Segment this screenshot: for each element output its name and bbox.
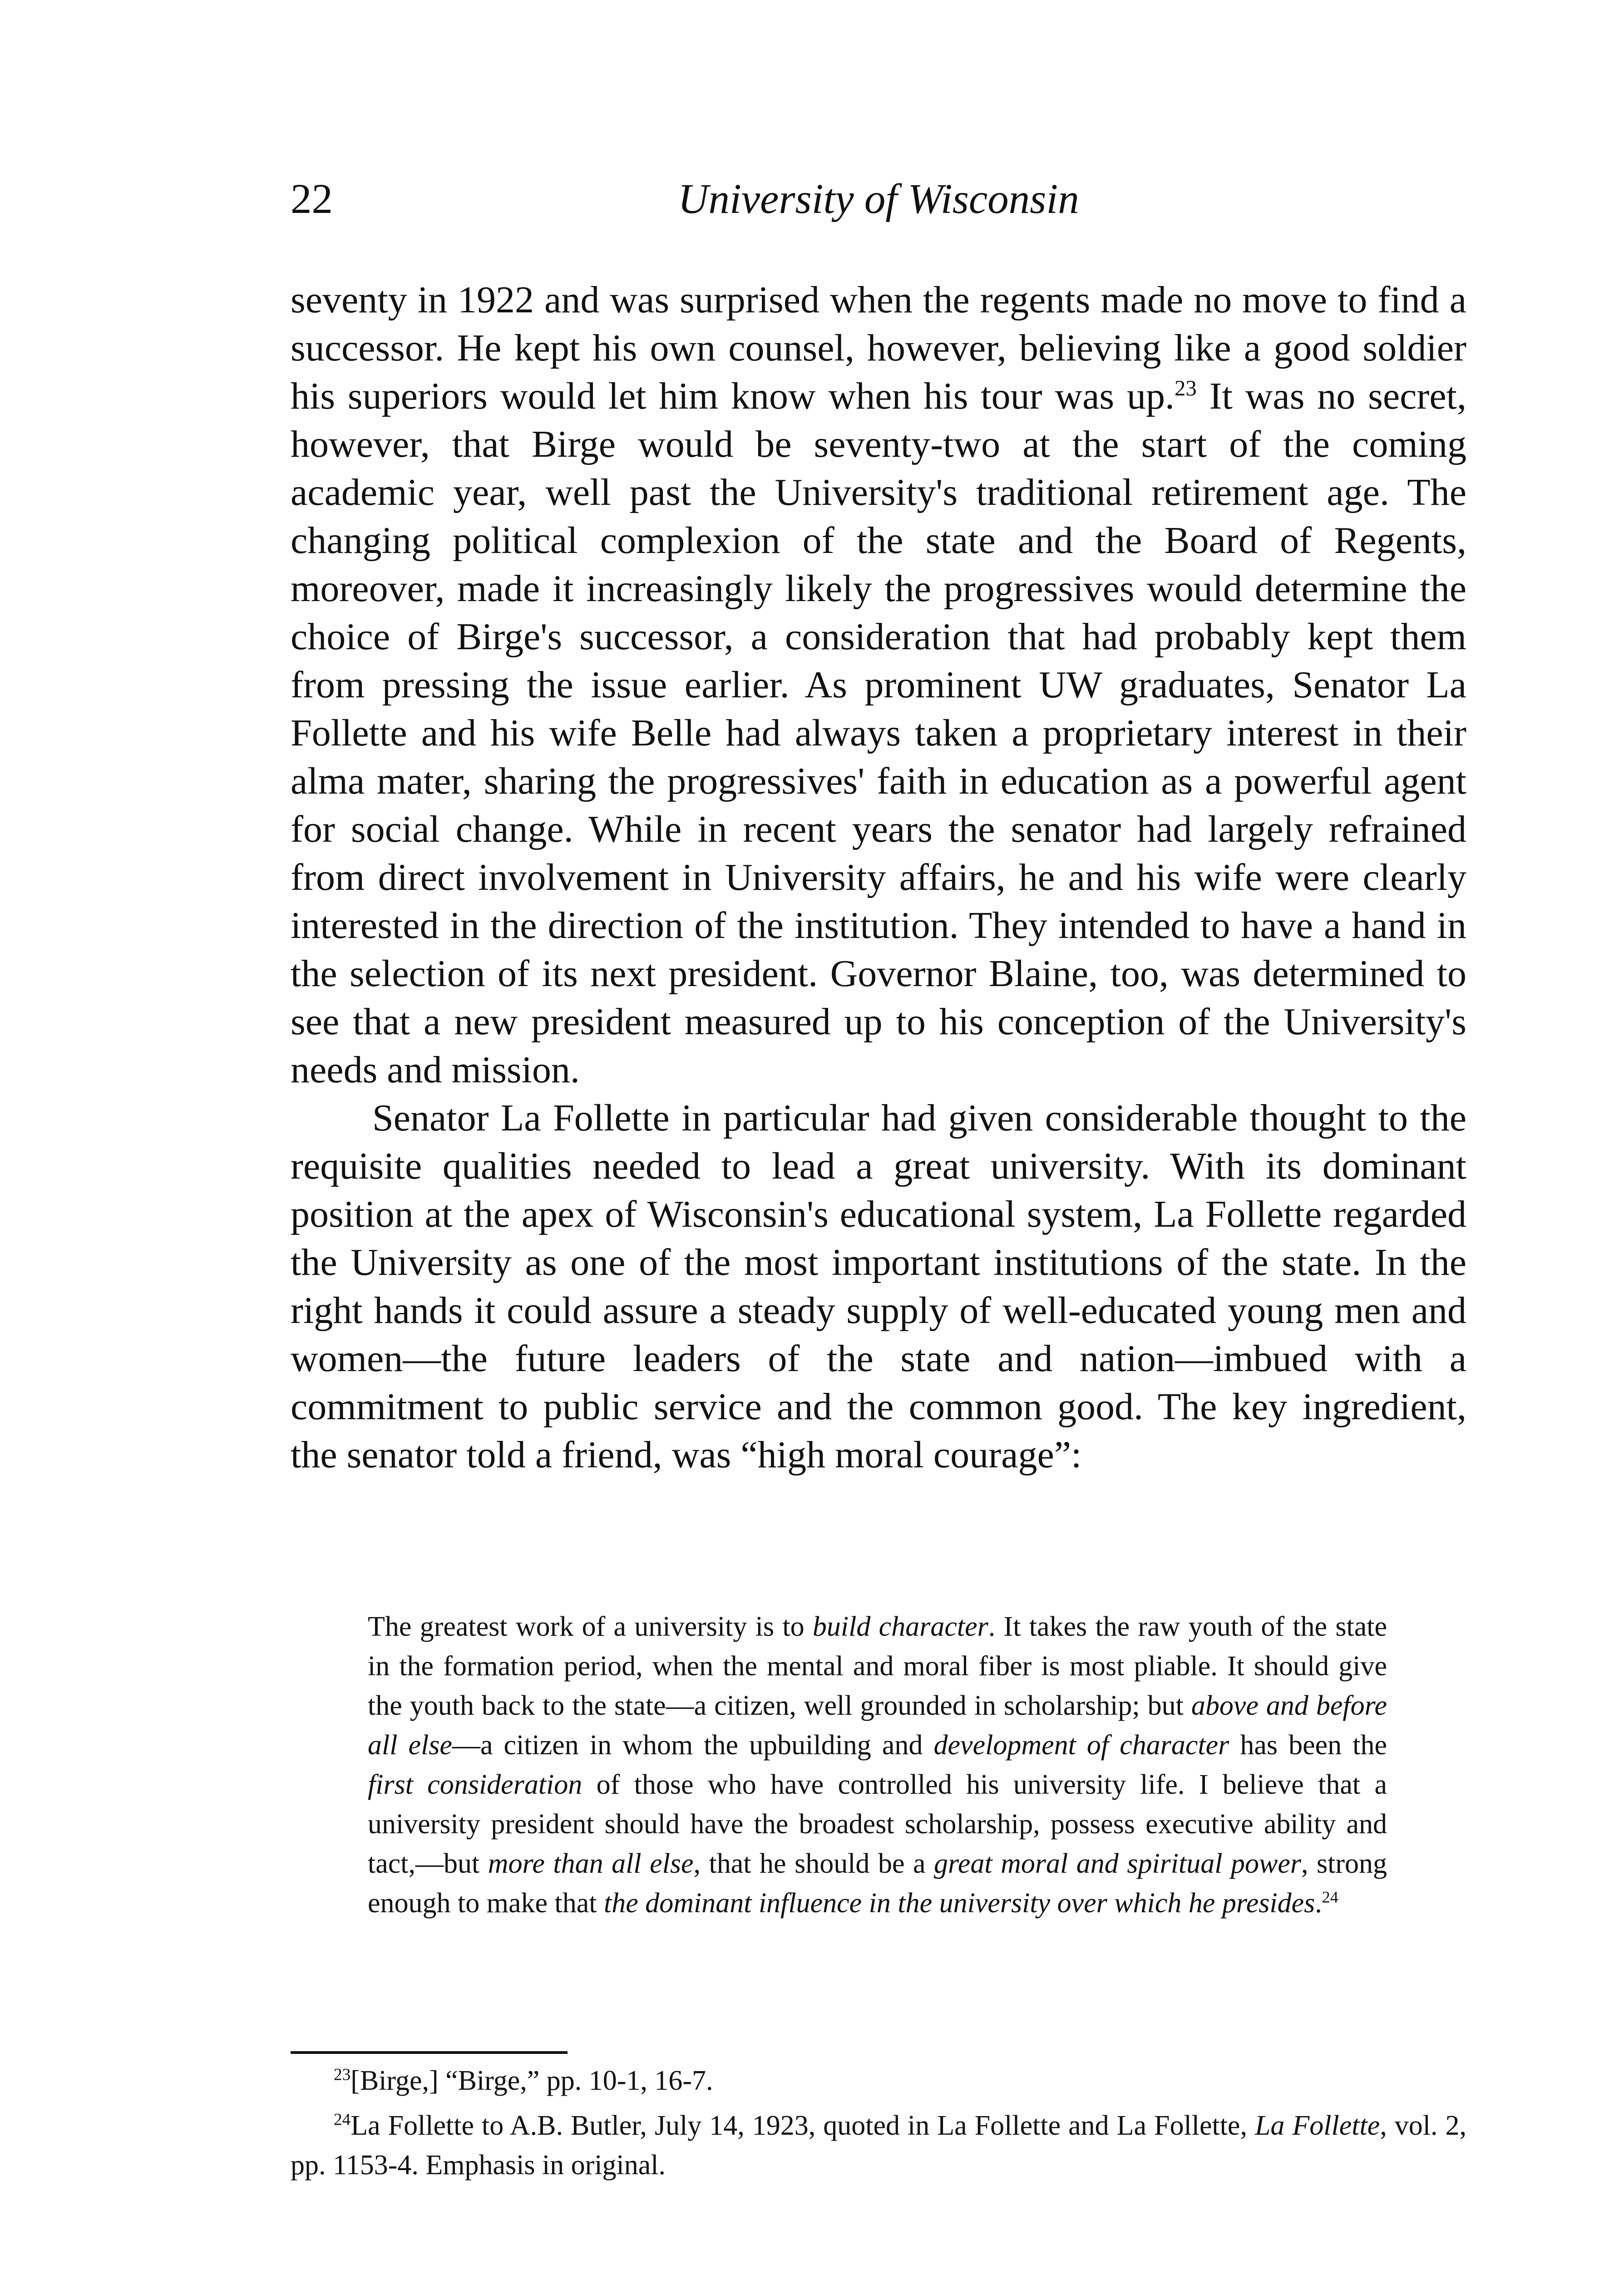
book-page <box>291 0 1466 2270</box>
page-number: 22 <box>291 176 333 222</box>
block-quote <box>368 1607 1387 1923</box>
footnote-text: , vol. 2, pp. 1153-4. Emphasis in original. <box>291 2110 1466 2181</box>
quote-text: , strong enough to make that <box>368 1848 1387 1919</box>
quote-emphasis: first consideration <box>368 1769 582 1800</box>
quote-text: , that he should be a <box>693 1848 934 1879</box>
footnote-book-title: La Follette <box>1254 2110 1380 2141</box>
quote-text: has been the <box>1229 1730 1387 1761</box>
running-head <box>291 175 1466 234</box>
paragraph-1-continued: It was no secret, however, that Birge would be seventy-two at the start of the coming academic year, well past the University's traditional retirement age. The changing political complexion of the state and the Board of Regents, moreover, made it increasingly likely the progressives would determine the choice of Birge's successor, a consideration that had probably kept them from pressing the issue earlier. As prominent UW graduates, Senator La Follette and his wife Belle had always taken a proprietary interest in their alma mater, sharing the progressives' faith in education as a powerful agent for social change. While in recent years the senator had largely refrained from direct involvement in University affairs, he and his wife were clearly interested in the direction of the institution. They intended to have a hand in the selection of its next president. Governor Blaine, too, was determined to see that a new president measured up to his conception of the University's needs and mission. <box>291 375 1467 1091</box>
quote-text: —a citizen in whom the upbuilding and <box>452 1730 934 1761</box>
footnote-text: La Follette to A.B. Butler, July 14, 1923, quoted in La Follette and La Follette, <box>350 2110 1255 2141</box>
footnote-24 <box>291 2106 1466 2185</box>
body-text <box>291 276 1466 1479</box>
quote-text: of those who have controlled his university life. I believe that a university president should have the broadest scholarship, possess executive ability and tact,—but <box>368 1769 1387 1879</box>
paragraph-1-text: seventy in 1922 and was surprised when the regents made no move to find a successor. He kept his own counsel, however, believing like a good soldier his superiors would let him know when his tour was up. <box>291 279 1466 417</box>
running-title: University of Wisconsin <box>678 176 1079 222</box>
quote-emphasis: the dominant influence in the university over which he presides <box>603 1888 1315 1919</box>
footnote-mark: 23 <box>334 2065 351 2084</box>
quote-text: . <box>1315 1888 1322 1919</box>
footnote-ref-23: 23 <box>1174 376 1197 400</box>
body-paragraph-2: Senator La Follette in particular had given considerable thought to the requisite qualities needed to lead a great university. With its dominant position at the apex of Wisconsin's educational system, La Follette regarded the University as one of the most important institutions of the state. In the right hands it could assure a steady supply of well-educated young men and women—the future leaders of the state and nation—imbued with a commitment to public service and the common good. The key ingredient, the senator told a friend, was “high moral courage”: <box>291 1097 1466 1476</box>
quote-text: . It takes the raw youth of the state in the formation period, when the mental and moral fiber is most pliable. It should give the youth back to the state—a citizen, well grounded in scholarship; but <box>368 1611 1387 1721</box>
body-paragraph-1 <box>291 276 1466 1094</box>
footnote-rule <box>291 2051 568 2054</box>
footnotes <box>291 2061 1466 2191</box>
quote-emphasis: development of character <box>933 1730 1229 1761</box>
footnote-mark: 24 <box>334 2110 351 2129</box>
quote-text: The greatest work of a university is to <box>368 1611 813 1642</box>
quote-emphasis: great moral and spiritual power <box>934 1848 1301 1879</box>
quote-emphasis: above and before all else <box>368 1690 1387 1761</box>
footnote-23 <box>291 2061 1466 2101</box>
footnote-text: [Birge,] “Birge,” pp. 10-1, 16-7. <box>350 2065 713 2096</box>
quote-emphasis: more than all else <box>488 1848 694 1879</box>
footnote-ref-24: 24 <box>1322 1888 1338 1906</box>
quote-emphasis: build character <box>812 1611 988 1642</box>
